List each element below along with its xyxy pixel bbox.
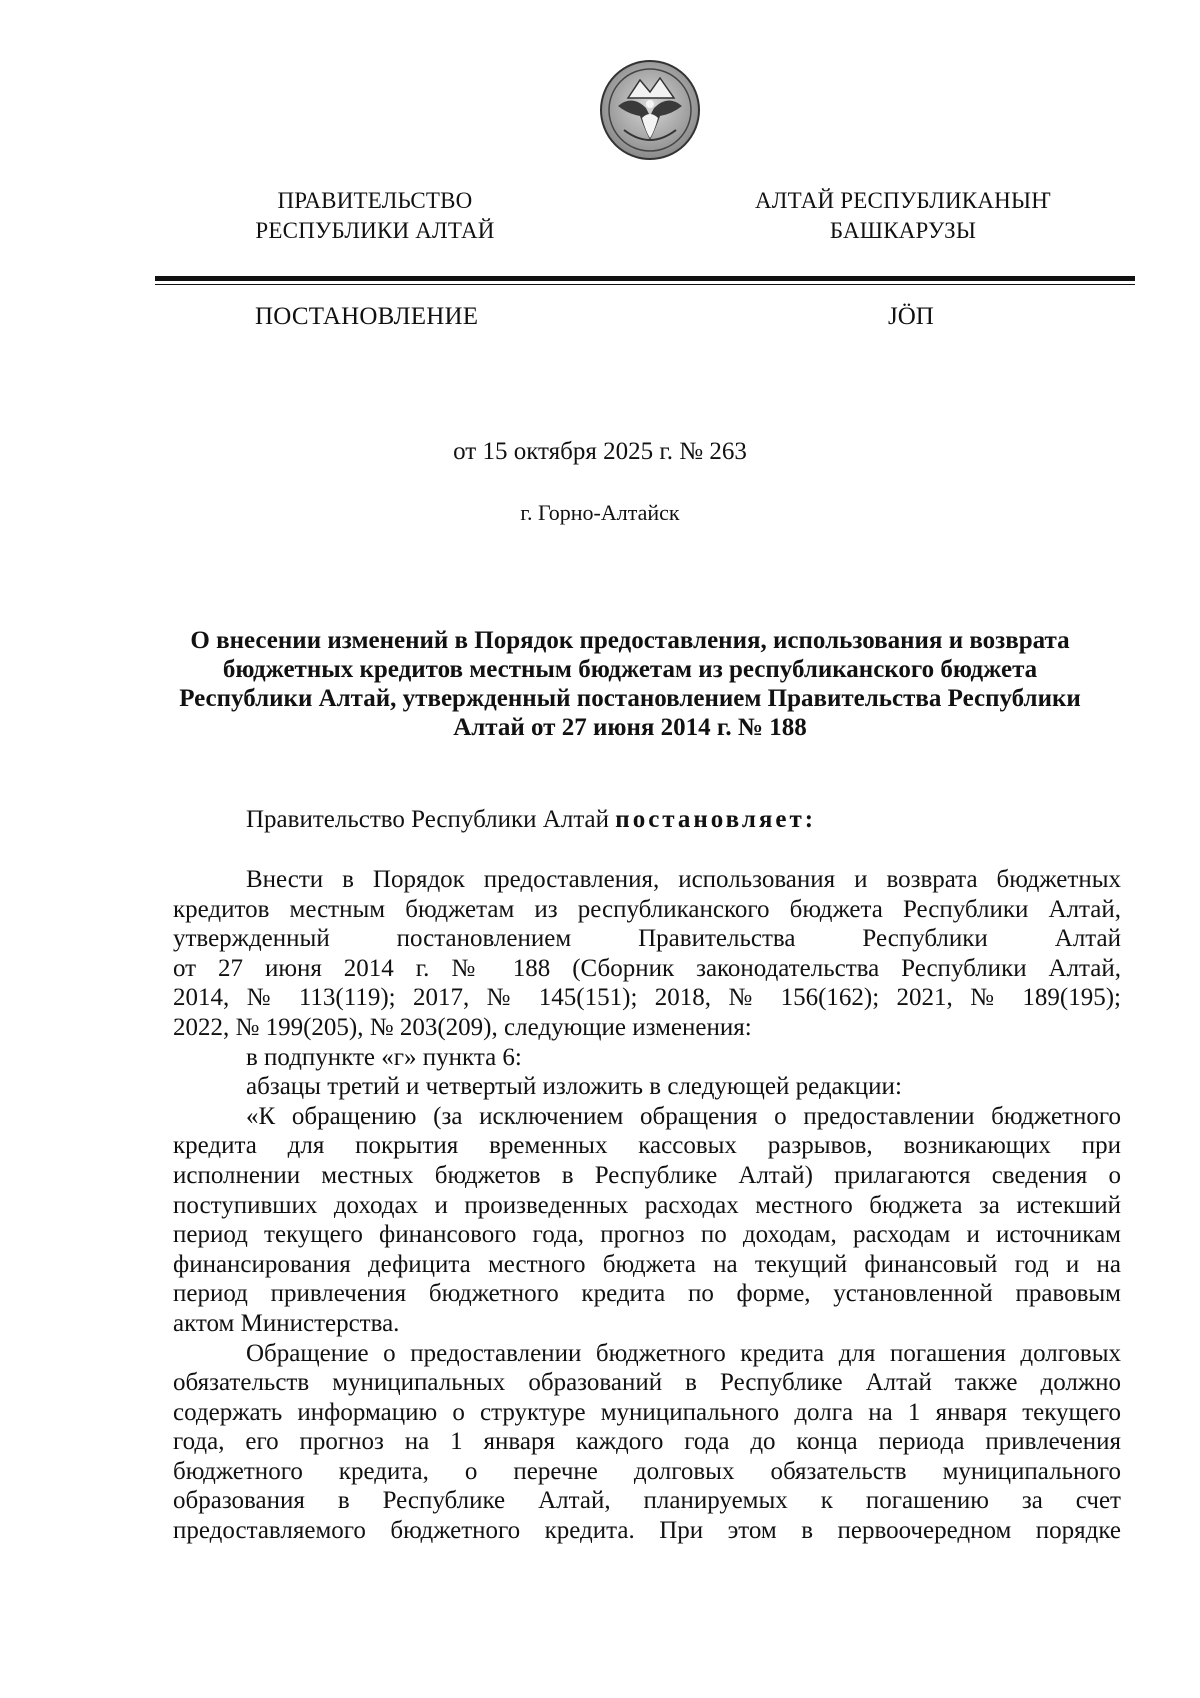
header-right-block [748, 186, 1058, 246]
header-divider-thick [155, 276, 1135, 281]
body-line: период привлечения бюджетного кредита по форме, установленной правовым [173, 1280, 1121, 1308]
title-line: бюджетных кредитов местным бюджетам из республиканского бюджета [222, 656, 1038, 683]
body-line: Внести в Порядок предоставления, использования и возврата бюджетных [246, 866, 1121, 893]
document-body [173, 865, 1121, 1546]
body-line: финансирования дефицита местного бюджета на текущий финансовый год и на [173, 1250, 1121, 1278]
header-divider-thin [155, 284, 1135, 285]
body-line: кредитов местным бюджетам из республиканского бюджета Республики Алтай, [173, 895, 1121, 923]
body-line: содержать информацию о структуре муниципального долга на 1 января текущего [173, 1398, 1121, 1426]
body-line: 2022, № 199(205), № 203(209), следующие изменения: [173, 1013, 752, 1041]
body-line: образования в Республике Алтай, планируемых к погашению за счет [173, 1487, 1121, 1515]
header-left-line2: РЕСПУБЛИКИ АЛТАЙ [255, 218, 495, 243]
body-line: актом Министерства. [173, 1309, 400, 1337]
body-line: Обращение о предоставлении бюджетного кредита для погашения долговых [246, 1339, 1121, 1367]
title-line: Алтай от 27 июня 2014 г. № 188 [453, 714, 807, 741]
body-line: предоставляемого бюджетного кредита. При этом в первоочередном порядке [173, 1517, 1121, 1545]
body-line: бюджетного кредита, о перечне долговых обязательств муниципального [173, 1457, 1121, 1485]
document-date-number: от 15 октября 2025 г. № 263 [453, 438, 747, 465]
body-line: период текущего финансового года, прогноз по доходам, расходам и источникам [173, 1221, 1121, 1249]
document-place: г. Горно-Алтайск [520, 500, 680, 525]
header-left-line1: ПРАВИТЕЛЬСТВО [277, 188, 473, 213]
header-right-line2: БАШКАРУЗЫ [829, 218, 977, 243]
title-line: О внесении изменений в Порядок предоставления, использования и возврата [190, 627, 1070, 654]
header-left-block [245, 186, 505, 246]
body-line: в подпункте «г» пункта 6: [246, 1043, 522, 1071]
body-line: от 27 июня 2014 г. № 188 (Сборник законодательства Республики Алтай, [173, 954, 1121, 982]
body-line: года, его прогноз на 1 января каждого года до конца периода привлечения [173, 1428, 1121, 1456]
body-line: утвержденный постановлением Правительства Республики Алтай [173, 925, 1121, 953]
body-line: исполнении местных бюджетов в Республике Алтай) прилагаются сведения о [173, 1161, 1121, 1189]
coat-of-arms-icon [598, 58, 702, 162]
body-line: обязательств муниципальных образований в Республике Алтай также должно [173, 1369, 1121, 1397]
header-right-line1: АЛТАЙ РЕСПУБЛИКАНЫҤ [755, 188, 1051, 213]
preamble [246, 806, 816, 834]
doc-type-alt: ЈӦП [888, 303, 934, 330]
preamble-text: Правительство Республики Алтай [246, 806, 616, 833]
body-line: абзацы третий и четвертый изложить в следующей редакции: [246, 1073, 902, 1101]
title-line: Республики Алтай, утвержденный постановлением Правительства Республики [179, 685, 1081, 712]
preamble-verb: постановляет: [615, 806, 817, 833]
body-line: 2014, № 113(119); 2017, № 145(151); 2018, № 156(162); 2021, № 189(195); [173, 984, 1121, 1012]
body-line: кредита для покрытия временных кассовых разрывов, возникающих при [173, 1132, 1121, 1160]
document-title [170, 626, 1090, 742]
body-line: «К обращению (за исключением обращения о предоставлении бюджетного [246, 1102, 1121, 1130]
body-line: поступивших доходах и произведенных расходах местного бюджета за истекший [173, 1191, 1121, 1219]
doc-type-ru: ПОСТАНОВЛЕНИЕ [255, 303, 479, 330]
